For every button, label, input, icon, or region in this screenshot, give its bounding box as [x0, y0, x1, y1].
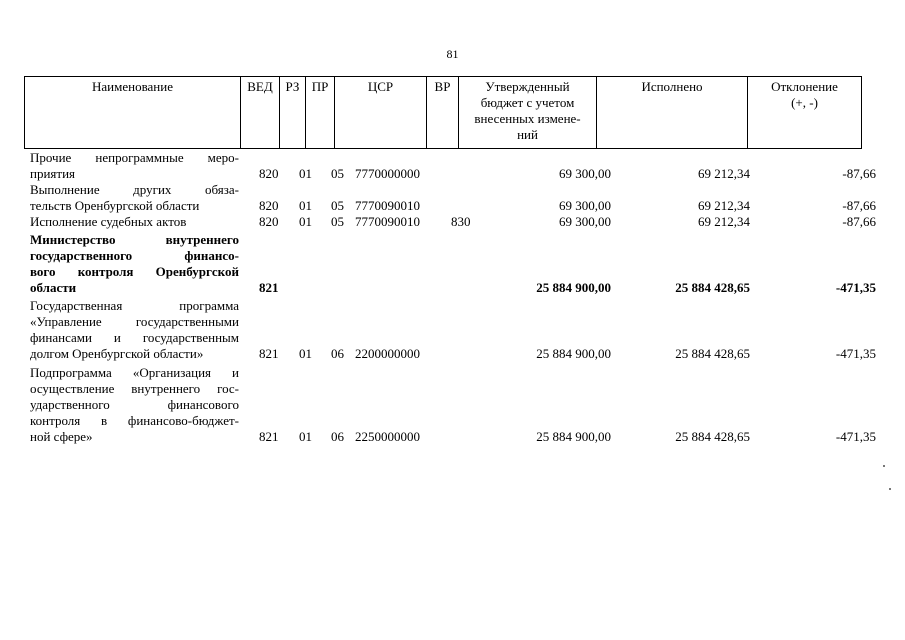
row-budget: 69 300,00 — [559, 198, 611, 213]
row-deviation: -87,66 — [842, 214, 876, 229]
col-header-csr: ЦСР — [335, 77, 427, 149]
row-ved: 821 — [259, 346, 279, 361]
budget-header-line: ний — [517, 127, 538, 142]
col-header-ved: ВЕД — [241, 77, 280, 149]
row-executed: 25 884 428,65 — [675, 346, 750, 361]
row-rz: 01 — [299, 346, 312, 361]
row-csr: 7770000000 — [355, 166, 420, 181]
col-header-pr: ПР — [306, 77, 335, 149]
row-name-line: приятия — [30, 166, 76, 181]
row-name-line: вого контроля Оренбургской — [30, 264, 239, 279]
row-name — [30, 150, 239, 182]
row-name-line: ной сфере» — [30, 429, 93, 444]
row-vr: 830 — [451, 214, 471, 229]
row-name — [30, 214, 239, 230]
row-csr: 7770090010 — [355, 214, 420, 229]
row-deviation: -87,66 — [842, 166, 876, 181]
row-budget: 25 884 900,00 — [536, 429, 611, 444]
row-rz: 01 — [299, 214, 312, 229]
row-csr: 2250000000 — [355, 429, 420, 444]
row-ved: 821 — [259, 429, 279, 444]
row-executed: 25 884 428,65 — [675, 280, 750, 295]
row-budget: 25 884 900,00 — [536, 280, 611, 295]
table-header — [24, 76, 862, 149]
row-executed: 69 212,34 — [698, 198, 750, 213]
row-ved: 820 — [259, 166, 279, 181]
row-name-line: Выполнение других обяза- — [30, 182, 239, 197]
row-pr: 05 — [331, 198, 344, 213]
row-pr: 05 — [331, 214, 344, 229]
scan-mark — [883, 465, 885, 467]
row-deviation: -87,66 — [842, 198, 876, 213]
row-pr: 06 — [331, 429, 344, 444]
row-ved: 821 — [259, 280, 279, 295]
deviation-header-line: Отклонение — [771, 79, 838, 94]
row-executed: 25 884 428,65 — [675, 429, 750, 444]
row-name — [30, 232, 239, 296]
row-name-line: контроля в финансово-бюджет- — [30, 413, 239, 428]
row-pr: 05 — [331, 166, 344, 181]
row-name-line: финансами и государственным — [30, 330, 239, 345]
row-rz: 01 — [299, 166, 312, 181]
table-header-row — [25, 77, 862, 149]
col-header-vr: ВР — [427, 77, 459, 149]
row-name — [30, 182, 239, 214]
row-deviation: -471,35 — [835, 346, 876, 361]
row-name-line: Министерство внутреннего — [30, 232, 239, 247]
row-deviation: -471,35 — [835, 280, 876, 295]
row-name-line: ударственного финансового — [30, 397, 239, 412]
row-executed: 69 212,34 — [698, 214, 750, 229]
col-header-budget — [459, 77, 597, 149]
row-ved: 820 — [259, 198, 279, 213]
row-name-line: области — [30, 280, 77, 295]
row-rz: 01 — [299, 198, 312, 213]
row-name-line: «Управление государственными — [30, 314, 239, 329]
row-csr: 2200000000 — [355, 346, 420, 361]
budget-header-line: внесенных измене- — [474, 111, 581, 126]
col-header-name: Наименование — [25, 77, 241, 149]
row-deviation: -471,35 — [835, 429, 876, 444]
scan-mark — [889, 488, 891, 490]
row-pr: 06 — [331, 346, 344, 361]
row-name-line: Исполнение судебных актов — [30, 214, 187, 229]
col-header-rz: РЗ — [280, 77, 306, 149]
row-name-line: долгом Оренбургской области» — [30, 346, 204, 361]
row-budget: 25 884 900,00 — [536, 346, 611, 361]
col-header-deviation — [748, 77, 862, 149]
budget-header-line: бюджет с учетом — [480, 95, 575, 110]
row-name-line: государственного финансо- — [30, 248, 239, 263]
row-name-line: осуществление внутреннего гос- — [30, 381, 239, 396]
row-csr: 7770090010 — [355, 198, 420, 213]
row-budget: 69 300,00 — [559, 166, 611, 181]
row-executed: 69 212,34 — [698, 166, 750, 181]
row-name-line: Государственная программа — [30, 298, 239, 313]
row-budget: 69 300,00 — [559, 214, 611, 229]
row-name — [30, 365, 239, 445]
row-name — [30, 298, 239, 362]
row-name-line: тельств Оренбургской области — [30, 198, 200, 213]
col-header-executed: Исполнено — [597, 77, 748, 149]
deviation-header-line: (+, -) — [791, 95, 818, 110]
page-number: 81 — [446, 47, 459, 61]
row-rz: 01 — [299, 429, 312, 444]
row-ved: 820 — [259, 214, 279, 229]
row-name-line: Подпрограмма «Организация и — [30, 365, 239, 380]
budget-header-line: Утвержденный — [485, 79, 570, 94]
row-name-line: Прочие непрограммные меро- — [30, 150, 239, 165]
